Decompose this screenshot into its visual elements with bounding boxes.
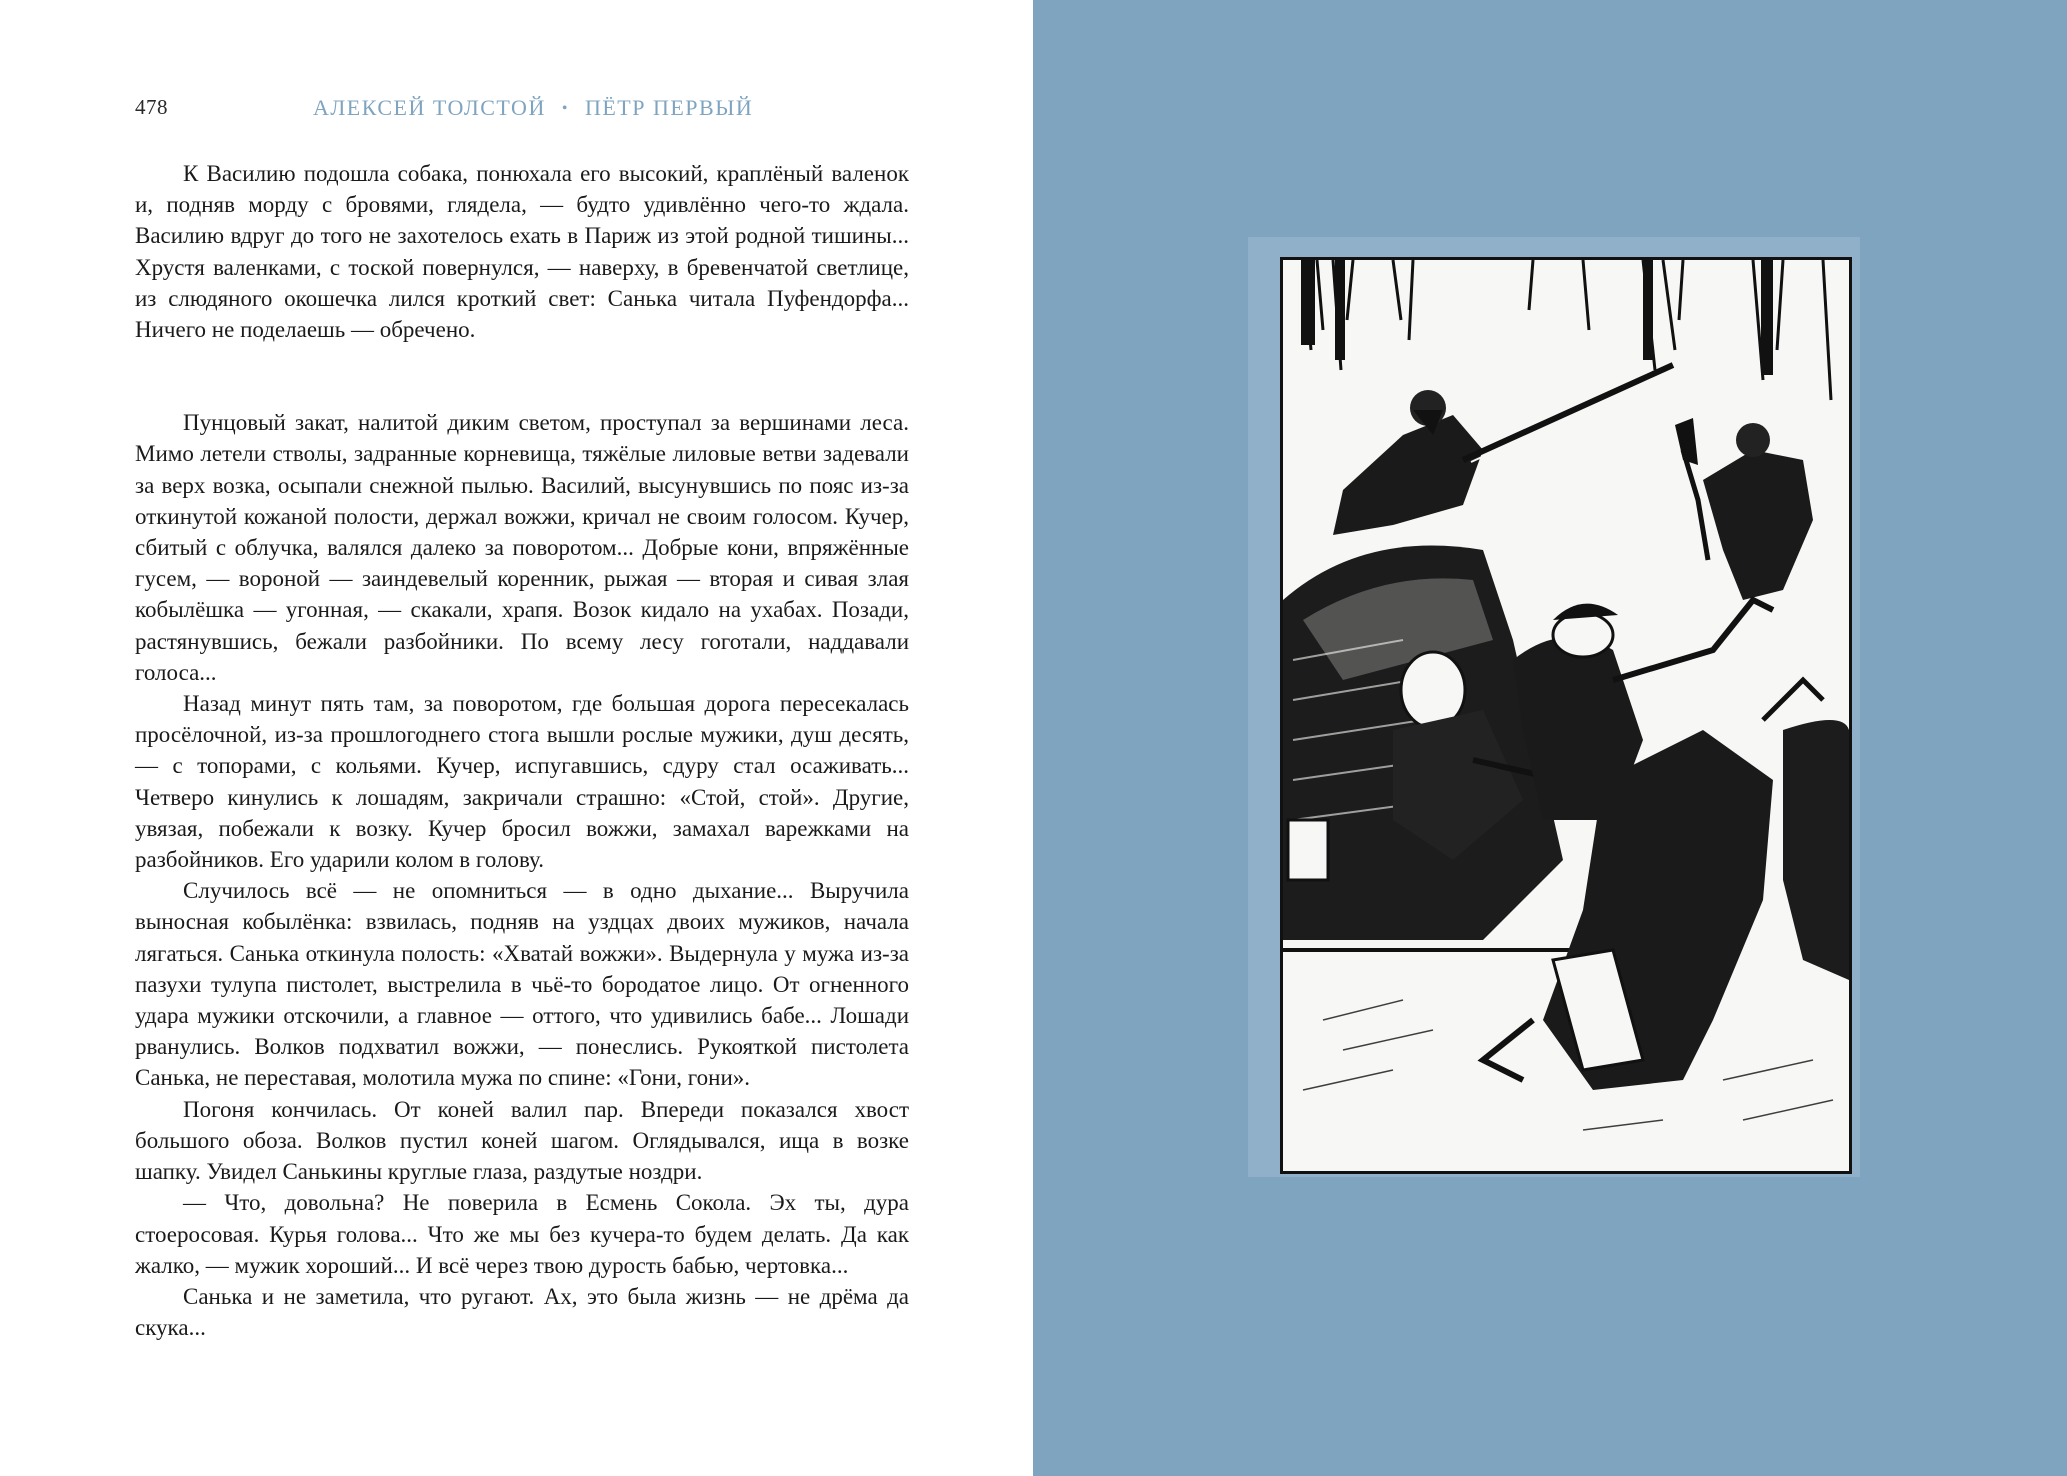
running-title [313, 95, 753, 121]
paragraph-6: — Что, довольна? Не поверила в Есмень Сокола. Эх ты, дура стоеросовая. Курья голова... Что же мы без кучера-то будем делать. Да как жалко, — мужик хороший... И всё через твою дурость бабью, чертовка... [135, 1190, 909, 1278]
paragraph-2: Пунцовый закат, налитой диким светом, проступал за вершинами леса. Мимо летели стволы, задранные корневища, тяжёлые лиловые ветви задевали за верх возка, осыпали снежной пылью. Василий, высунувшись по пояс из-за откинутой кожаной полости, держал вожжи, кричал не своим голосом. Кучер, сбитый с облучка, валялся далеко за поворотом... Добрые кони, впряжённые гусем, — вороной — заиндевелый коренник, рыжая — вторая и сивая злая кобылёшка — угонная, — скакали, храпя. Возок кидало на ухабах. Позади, растянувшись, бежали разбойники. По всему лесу гоготали, наддавали голоса... [135, 410, 909, 685]
left-page [0, 0, 1033, 1476]
paragraph-4: Случилось всё — не опомниться — в одно дыхание... Выручила выносная кобылёнка: взвилась, подняв на уздцах двоих мужиков, начала лягаться. Санька откинула полость: «Хватай вожжи». Выдернула у мужа из-за пазухи тулупа пистолет, выстрелила в чьё-то бородатое лицо. От огненного удара мужики отскочили, а главное — оттого, что удивились бабе... Лошади рванулись. Волков подхватил вожжи, — понеслись. Рукояткой пистолета Санька, не переставая, молотила мужа по спине: «Гони, гони». [135, 878, 909, 1091]
book-title: ПЁТР ПЕРВЫЙ [584, 95, 754, 120]
ink-illustration [1280, 257, 1852, 1174]
paragraph-7: Санька и не заметила, что ругают. Ах, это была жизнь — не дрёма да скука... [135, 1283, 909, 1341]
author-name: АЛЕКСЕЙ ТОЛСТОЙ [313, 95, 546, 120]
illustration-frame [1248, 237, 1860, 1177]
title-separator: • [561, 100, 569, 117]
paragraph-3: Назад минут пять там, за поворотом, где большая дорога пересекалась просёлочной, из-за прошлогоднего стога вышли рослые мужики, душ десять, — с топорами, с кольями. Кучер, испугавшись, сдуру стал осаживать... Четверо кинулись к лошадям, закричали страшно: «Стой, стой». Другие, увязая, побежали к возку. Кучер бросил вожжи, замахал варежками на разбойников. Его ударили колом в голову. [135, 691, 909, 873]
paragraph-5: Погоня кончилась. От коней валил пар. Впереди показался хвост большого обоза. Волков пустил коней шагом. Оглядывался, ища в возке шапку. Увидел Санькины круглые глаза, раздутые ноздри. [135, 1096, 909, 1185]
robbers-attack-sketch [1283, 260, 1849, 1171]
running-head [135, 95, 915, 129]
body-text [135, 158, 909, 1343]
paragraph-1: К Василию подошла собака, понюхала его высокий, краплёный валенок и, подняв морду с бровями, глядела, — будто удивлённо чего-то ждала. Василию вдруг до того не захотелось ехать в Париж из этой родной тишины... Хрустя валенками, с тоской повернулся, — наверху, в бревенчатой светлице, из слюдяного окошечка лился кроткий свет: Санька читала Пуфендорфа... Ничего не поделаешь — обречено. [135, 161, 909, 343]
right-page [1033, 0, 2067, 1476]
page-number: 478 [135, 95, 168, 119]
